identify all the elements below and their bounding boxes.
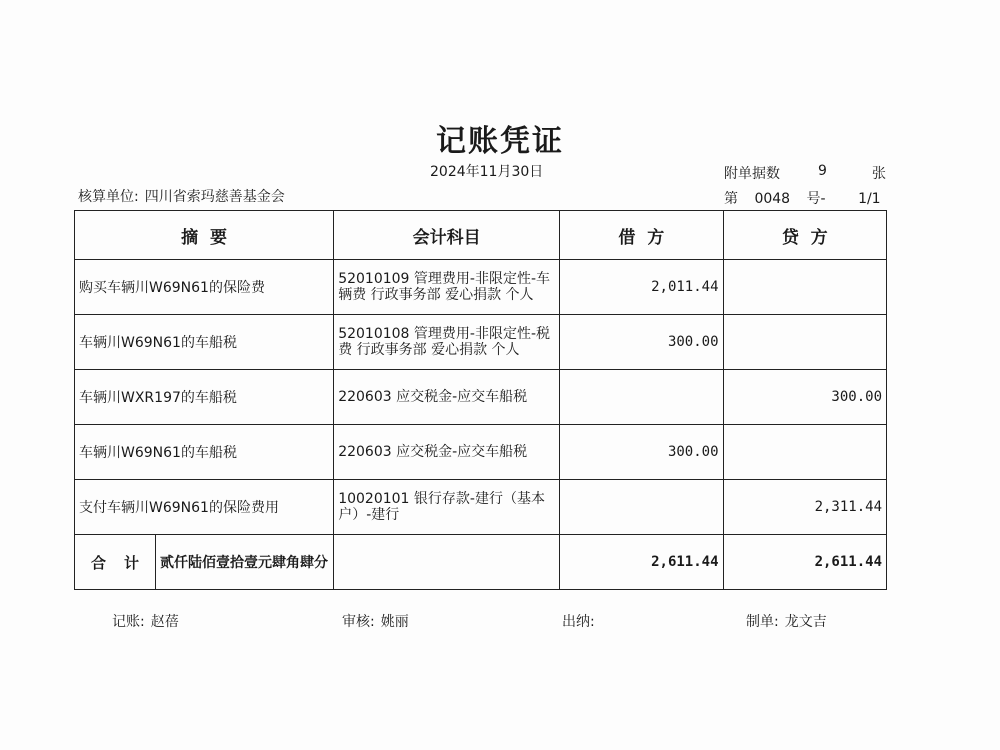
table-row [75,260,887,315]
total-label [75,535,156,589]
table-row [75,480,887,535]
row-credit [723,315,886,370]
row-credit [723,425,886,480]
row-account: 220603 应交税金-应交车船税 [334,370,560,425]
row-debit: 300.00 [560,315,723,370]
reviewer-name: 姚丽 [380,614,409,630]
row-debit: 300.00 [560,425,723,480]
row-credit [723,260,886,315]
table-row [75,425,887,480]
table-row [75,315,887,370]
bookkeeper-name: 赵蓓 [150,614,179,630]
total-debit: 2,611.44 [560,535,723,590]
voucher-number-value: 0048 [754,191,791,207]
page-title: 记账凭证 [436,124,564,159]
voucher-table [74,210,887,590]
row-account: 10020101 银行存款-建行（基本户）-建行 [334,480,560,535]
footer-bookkeeper [112,611,179,631]
total-label-b: 计 [124,553,140,572]
voucher-number-prefix: 第 [724,191,738,207]
header-summary: 摘 要 [75,211,334,260]
cashier-label: 出纳: [562,614,595,630]
attachments-label: 附单据数 [724,166,780,182]
row-debit: 2,011.44 [560,260,723,315]
table-row [75,370,887,425]
total-label-a: 合 [90,553,106,572]
row-account: 52010108 管理费用-非限定性-税费 行政事务部 爱心捐款 个人 [334,315,560,370]
total-cell [75,535,334,590]
row-summary: 购买车辆川W69N61的保险费 [75,260,334,315]
total-amount-words: 贰仟陆佰壹拾壹元肆角肆分 [160,555,328,571]
row-summary: 支付车辆川W69N61的保险费用 [75,480,334,535]
voucher-date: 2024年11月30日 [430,164,544,180]
attachments-unit: 张 [872,166,886,182]
row-credit: 2,311.44 [723,480,886,535]
header-debit: 借 方 [560,211,723,260]
voucher-number [724,188,881,208]
row-debit [560,370,723,425]
attachments-count: 9 [818,163,827,179]
reviewer-label: 审核: [342,614,375,630]
total-row [75,535,887,590]
row-account: 220603 应交税金-应交车船税 [334,425,560,480]
accounting-unit [78,186,285,206]
footer-cashier [562,611,601,631]
total-account-empty [334,535,560,590]
row-account: 52010109 管理费用-非限定性-车辆费 行政事务部 爱心捐款 个人 [334,260,560,315]
header-credit: 贷 方 [723,211,886,260]
voucher-page-number: 1/1 [858,191,881,207]
bookkeeper-label: 记账: [112,614,145,630]
voucher-number-suffix: 号- [806,191,826,207]
row-debit [560,480,723,535]
footer-reviewer [342,611,409,631]
accounting-unit-label: 核算单位: [78,189,139,205]
total-credit: 2,611.44 [723,535,886,590]
preparer-label: 制单: [746,614,779,630]
footer-preparer [746,611,827,631]
row-summary: 车辆川W69N61的车船税 [75,425,334,480]
row-summary: 车辆川W69N61的车船税 [75,315,334,370]
accounting-unit-value: 四川省索玛慈善基金会 [144,189,285,205]
header-account: 会计科目 [334,211,560,260]
preparer-name: 龙文吉 [784,614,827,630]
table-header-row [75,211,887,260]
row-summary: 车辆川WXR197的车船税 [75,370,334,425]
row-credit: 300.00 [723,370,886,425]
